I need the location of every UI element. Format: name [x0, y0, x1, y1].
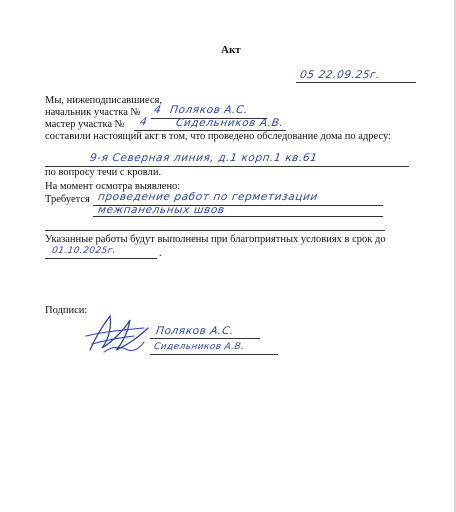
signer1-underline [150, 338, 260, 339]
required-underline-2 [93, 216, 383, 217]
master-name: Сидельников А.В. [175, 117, 285, 129]
deadline-handwritten: 01.10.2025г. [51, 246, 117, 256]
reason-text: по вопросу течи с кровли. [45, 167, 162, 178]
signer1-handwritten: Поляков А.С. [155, 325, 235, 337]
signer2-underline [150, 354, 278, 355]
date-underline [296, 82, 416, 83]
found-text: На момент осмотра выявлено: [45, 181, 181, 192]
chief-name: Поляков А.С. [169, 104, 249, 116]
signatures-label: Подписи: [45, 305, 88, 316]
chief-label: начальник участка № [45, 107, 141, 118]
required-label: Требуется [45, 194, 90, 205]
inspection-text: составили настоящий акт в том, что проведено обследование дома по адресу: [45, 131, 392, 142]
date-handwritten: 05 22.09.25г. [299, 69, 381, 81]
blank-underline [45, 230, 385, 231]
signature-scribble-icon [82, 306, 162, 358]
deadline-text: Указанные работы будут выполнены при благоприятных условиях в срок до [45, 234, 386, 245]
address-handwritten: 9-я Северная линия, д.1 корп.1 кв.61 [89, 152, 319, 164]
required-line-1: проведение работ по герметизации [97, 191, 319, 203]
chief-number: 4 [153, 104, 163, 116]
deadline-underline [45, 258, 157, 259]
required-line-2: межпанельных швов [97, 204, 226, 216]
master-number: 4 [139, 116, 149, 128]
master-label: мастер участка № [45, 119, 125, 130]
intro-text: Мы, нижеподписавшиеся, [45, 95, 162, 106]
signer2-handwritten: Сидельников А.В. [153, 342, 245, 352]
document-title: Акт [221, 44, 241, 56]
deadline-end: . [159, 248, 162, 259]
